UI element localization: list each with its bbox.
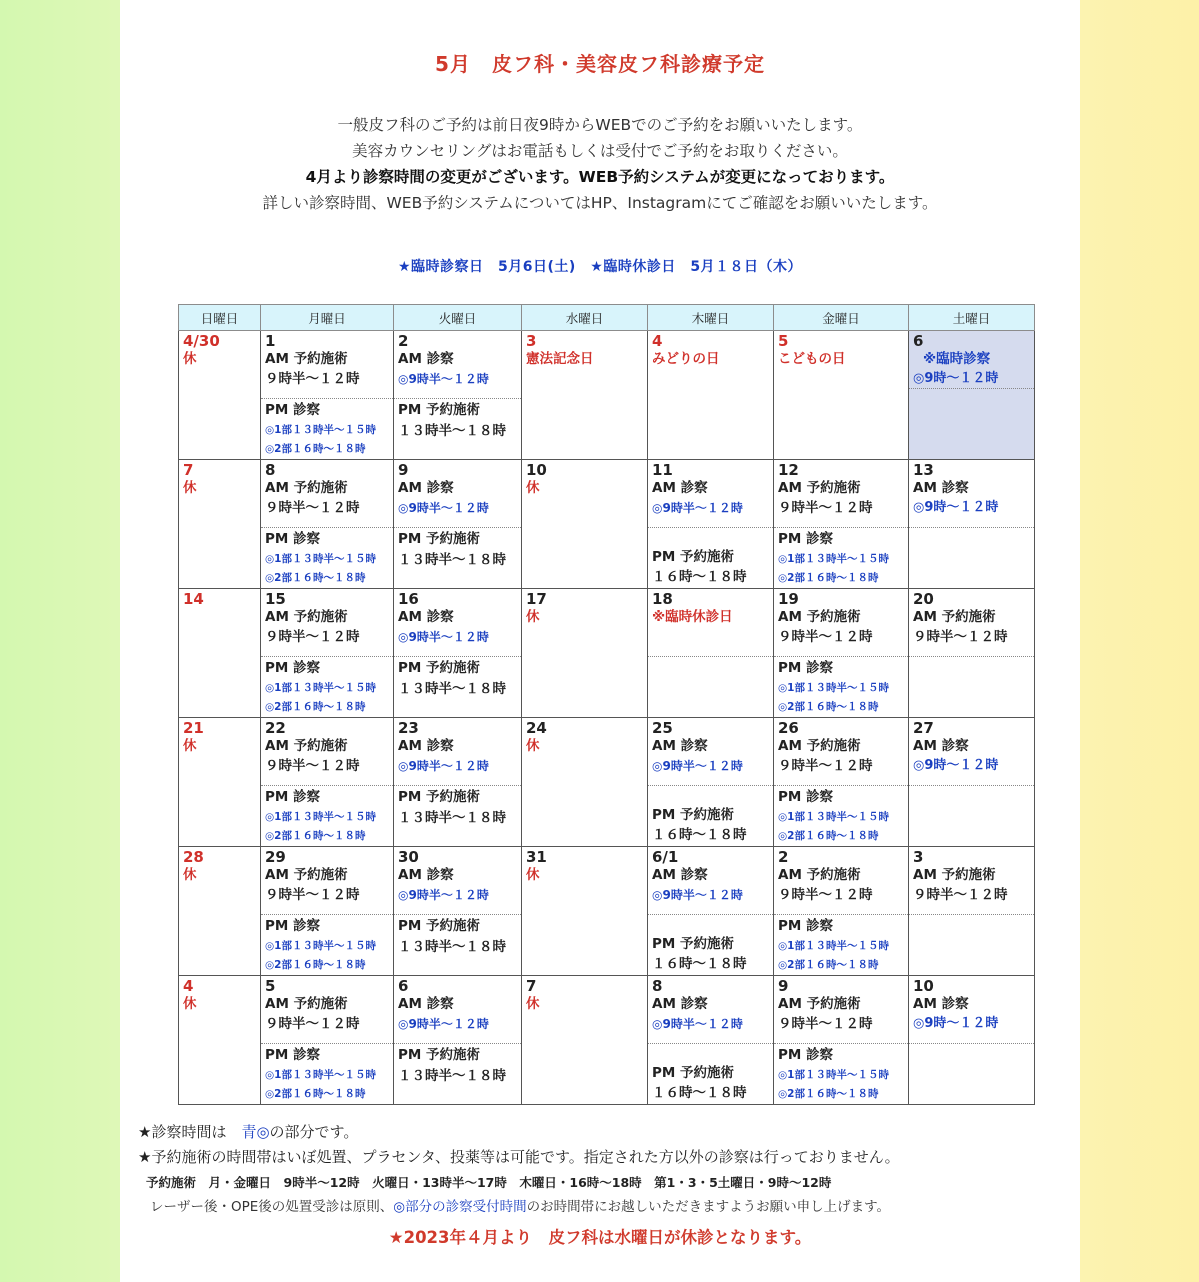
- pm-treat-time: １３時半～１８時: [398, 423, 506, 439]
- date: 8: [265, 461, 276, 479]
- day-cell-sat: [909, 976, 1035, 1105]
- am-block: [394, 976, 521, 1044]
- weekday-wed: 水曜日: [522, 305, 648, 331]
- holiday-label: 休: [183, 996, 197, 1012]
- am-treat-time: ９時半～１２時: [913, 629, 1008, 645]
- pm-block: [394, 1044, 521, 1086]
- pm-part1-time: ◎1部１３時半～１５時: [778, 811, 889, 823]
- am-block: [909, 589, 1034, 657]
- pm-block: [261, 786, 393, 846]
- date: 4: [652, 332, 663, 350]
- date: 13: [913, 461, 934, 479]
- am-block: [648, 589, 773, 657]
- date: 21: [183, 719, 204, 737]
- am-block: [394, 589, 521, 657]
- am-consult-time: ◎9時半～１２時: [398, 759, 489, 773]
- weekday-sun: 日曜日: [179, 305, 261, 331]
- am-consult-label: AM 診察: [398, 738, 454, 754]
- pm-part2-time: ◎2部１６時～１８時: [778, 701, 879, 713]
- am-consult-time: ◎9時半～１２時: [398, 1017, 489, 1031]
- date: 12: [778, 461, 799, 479]
- am-block: [394, 460, 521, 528]
- am-consult-label: AM 診察: [398, 609, 454, 625]
- pm-block: [394, 786, 521, 828]
- holiday-label: 休: [526, 738, 540, 754]
- am-treat-label: AM 予約施術: [778, 738, 861, 754]
- date: 9: [778, 977, 789, 995]
- am-block: [648, 718, 773, 786]
- holiday-name: みどりの日: [652, 351, 720, 367]
- am-treat-time: ９時半～１２時: [265, 887, 360, 903]
- date: 6/1: [652, 848, 679, 866]
- pm-treat-time: １６時～１８時: [652, 1085, 747, 1101]
- am-treat-time: ９時半～１２時: [913, 887, 1008, 903]
- day-cell-sat: [909, 331, 1035, 460]
- am-consult-label: AM 診察: [913, 996, 969, 1012]
- weekday-header: [179, 305, 1035, 331]
- sat-consult-time: ◎9時～１２時: [913, 1016, 999, 1031]
- date: 2: [398, 332, 409, 350]
- pm-treat-time: １３時半～１８時: [398, 681, 506, 697]
- am-treat-time: ９時半～１２時: [265, 500, 360, 516]
- footer-line-1-accent: 青◎: [241, 1123, 270, 1141]
- am-consult-label: AM 診察: [652, 996, 708, 1012]
- intro-line-3: 4月より診察時間の変更がございます。WEB予約システムが変更になっております。: [305, 168, 895, 186]
- pm-part1-time: ◎1部１３時半～１５時: [778, 553, 889, 565]
- sat-consult-time: ◎9時～１２時: [913, 758, 999, 773]
- date: 29: [265, 848, 286, 866]
- pm-part1-time: ◎1部１３時半～１５時: [265, 1069, 376, 1081]
- special-open-highlight: [909, 331, 1034, 459]
- footer-line-3: 予約施術 月・金曜日 9時半～12時 火曜日・13時半～17時 木曜日・16時～18時 第1・3・5土曜日・9時～12時: [146, 1175, 832, 1190]
- am-consult-label: AM 診察: [652, 738, 708, 754]
- am-treat-time: ９時半～１２時: [778, 1016, 873, 1032]
- date: 28: [183, 848, 204, 866]
- am-block: [394, 847, 521, 915]
- day-cell-mon: [261, 460, 394, 589]
- am-treat-time: ９時半～１２時: [778, 758, 873, 774]
- day-cell-wed: [522, 589, 648, 718]
- day-cell-mon: [261, 976, 394, 1105]
- pm-consult-label: PM 診察: [265, 660, 321, 676]
- holiday-label: 休: [526, 609, 540, 625]
- am-treat-label: AM 予約施術: [265, 738, 348, 754]
- pm-consult-label: PM 診察: [265, 918, 321, 934]
- date: 16: [398, 590, 419, 608]
- am-consult-time: ◎9時半～１２時: [652, 759, 743, 773]
- pm-part2-time: ◎2部１６時～１８時: [778, 830, 879, 842]
- day-cell-tue: [394, 331, 522, 460]
- am-block: [909, 847, 1034, 915]
- am-block: [648, 460, 773, 528]
- pm-part1-time: ◎1部１３時半～１５時: [778, 1069, 889, 1081]
- weekday-mon: 月曜日: [261, 305, 394, 331]
- date: 5: [778, 332, 789, 350]
- pm-treat-time: １６時～１８時: [652, 569, 747, 585]
- day-cell-tue: [394, 460, 522, 589]
- footer-line-1: [138, 1120, 900, 1145]
- pm-part2-time: ◎2部１６時～１８時: [265, 959, 366, 971]
- holiday-label: 休: [183, 738, 197, 754]
- pm-treat-label: PM 予約施術: [652, 807, 735, 823]
- day-cell-mon: [261, 589, 394, 718]
- am-consult-time: ◎9時半～１２時: [398, 630, 489, 644]
- am-block: [648, 847, 773, 915]
- day-cell-sun: [179, 976, 261, 1105]
- am-consult-time: ◎9時半～１２時: [398, 501, 489, 515]
- week-row-6: [179, 976, 1035, 1105]
- day-cell-sat: [909, 589, 1035, 718]
- pm-consult-label: PM 診察: [778, 789, 834, 805]
- sat-consult-time: ◎9時～１２時: [913, 371, 999, 386]
- pm-block: [394, 657, 521, 699]
- footer-line-4-a: レーザー後・OPE後の処置受診は原則、: [150, 1199, 394, 1215]
- am-block: [261, 460, 393, 528]
- am-treat-label: AM 予約施術: [778, 480, 861, 496]
- am-treat-time: ９時半～１２時: [265, 371, 360, 387]
- am-treat-time: ９時半～１２時: [778, 500, 873, 516]
- pm-treat-time: １３時半～１８時: [398, 939, 506, 955]
- day-cell-thu: [648, 589, 774, 718]
- am-consult-label: AM 診察: [398, 867, 454, 883]
- day-cell-sun: [179, 331, 261, 460]
- footer-line-1-c: の部分です。: [269, 1123, 359, 1141]
- am-consult-time: ◎9時半～１２時: [652, 1017, 743, 1031]
- page-title: 5月 皮フ科・美容皮フ科診療予定: [435, 52, 765, 76]
- am-treat-label: AM 予約施術: [265, 351, 348, 367]
- date: 22: [265, 719, 286, 737]
- week-row-1: [179, 331, 1035, 460]
- weekday-thu: 木曜日: [648, 305, 774, 331]
- am-block: [909, 718, 1034, 786]
- day-cell-sat: [909, 718, 1035, 847]
- special-consult-label: ※臨時診察: [923, 351, 991, 367]
- am-consult-label: AM 診察: [398, 351, 454, 367]
- am-consult-time: ◎9時半～１２時: [398, 888, 489, 902]
- pm-part1-time: ◎1部１３時半～１５時: [265, 424, 376, 436]
- am-treat-label: AM 予約施術: [265, 867, 348, 883]
- pm-part2-time: ◎2部１６時～１８時: [265, 830, 366, 842]
- pm-block: [648, 1044, 773, 1103]
- pm-treat-label: PM 予約施術: [398, 1047, 481, 1063]
- special-days: ★臨時診察日 5月6日(土) ★臨時休診日 5月１８日（木）: [397, 259, 803, 275]
- day-cell-tue: [394, 847, 522, 976]
- day-cell-sat: [909, 460, 1035, 589]
- day-cell-wed: [522, 976, 648, 1105]
- date: 25: [652, 719, 673, 737]
- am-consult-label: AM 診察: [398, 480, 454, 496]
- day-cell-sat: [909, 847, 1035, 976]
- am-block: [261, 847, 393, 915]
- pm-treat-label: PM 予約施術: [398, 660, 481, 676]
- pm-treat-label: PM 予約施術: [652, 1065, 735, 1081]
- day-cell-mon: [261, 718, 394, 847]
- pm-block: [774, 1044, 908, 1104]
- date: 3: [526, 332, 537, 350]
- footer-line-4-accent: ◎部分の診察受付時間: [393, 1199, 527, 1215]
- am-consult-label: AM 診察: [652, 480, 708, 496]
- date: 6: [913, 332, 924, 350]
- day-cell-tue: [394, 718, 522, 847]
- date: 27: [913, 719, 934, 737]
- week-row-4: [179, 718, 1035, 847]
- am-consult-label: AM 診察: [652, 867, 708, 883]
- date: 11: [652, 461, 673, 479]
- date: 14: [183, 590, 204, 608]
- am-block: [394, 331, 521, 399]
- am-consult-time: ◎9時半～１２時: [652, 501, 743, 515]
- date: 31: [526, 848, 547, 866]
- pm-treat-label: PM 予約施術: [652, 936, 735, 952]
- date: 10: [913, 977, 934, 995]
- pm-part1-time: ◎1部１３時半～１５時: [265, 940, 376, 952]
- day-cell-fri: [774, 460, 909, 589]
- am-block: [774, 718, 908, 786]
- pm-part2-time: ◎2部１６時～１８時: [265, 701, 366, 713]
- am-block: [394, 718, 521, 786]
- date: 7: [526, 977, 537, 995]
- pm-block: [261, 528, 393, 588]
- date: 4: [183, 977, 194, 995]
- holiday-label: 休: [183, 867, 197, 883]
- date: 20: [913, 590, 934, 608]
- pm-treat-time: １３時半～１８時: [398, 810, 506, 826]
- day-cell-thu: [648, 331, 774, 460]
- pm-part1-time: ◎1部１３時半～１５時: [265, 553, 376, 565]
- am-block: [261, 589, 393, 657]
- am-treat-time: ９時半～１２時: [265, 629, 360, 645]
- day-cell-thu: [648, 847, 774, 976]
- pm-treat-time: １６時～１８時: [652, 956, 747, 972]
- am-consult-label: AM 診察: [398, 996, 454, 1012]
- pm-consult-label: PM 診察: [265, 1047, 321, 1063]
- am-block: [774, 976, 908, 1044]
- intro-line-1: 一般皮フ科のご予約は前日夜9時からWEBでのご予約をお願いいたします。: [337, 116, 863, 134]
- footer-line-4-c: のお時間帯にお越しいただきますようお願い申し上げます。: [526, 1199, 890, 1215]
- am-treat-time: ９時半～１２時: [778, 887, 873, 903]
- day-cell-mon: [261, 331, 394, 460]
- date: 8: [652, 977, 663, 995]
- date: 3: [913, 848, 924, 866]
- pm-consult-label: PM 診察: [778, 918, 834, 934]
- pm-block: [394, 399, 521, 441]
- pm-part2-time: ◎2部１６時～１８時: [778, 959, 879, 971]
- weekday-sat: 土曜日: [909, 305, 1035, 331]
- pm-part1-time: ◎1部１３時半～１５時: [265, 682, 376, 694]
- day-cell-thu: [648, 718, 774, 847]
- am-consult-label: AM 診察: [913, 480, 969, 496]
- day-cell-sun: [179, 589, 261, 718]
- day-cell-mon: [261, 847, 394, 976]
- pm-treat-time: １３時半～１８時: [398, 552, 506, 568]
- day-cell-fri: [774, 718, 909, 847]
- day-cell-fri: [774, 331, 909, 460]
- intro-line-2: 美容カウンセリングはお電話もしくは受付でご予約をお取りください。: [352, 142, 848, 160]
- day-cell-wed: [522, 718, 648, 847]
- am-treat-time: ９時半～１２時: [778, 629, 873, 645]
- intro-line-4: 詳しい診察時間、WEB予約システムについてはHP、Instagramにてご確認をお願いいたします。: [262, 194, 938, 212]
- footer-line-1-a: ★診察時間は: [138, 1123, 242, 1141]
- date: 6: [398, 977, 409, 995]
- am-consult-label: AM 診察: [913, 738, 969, 754]
- footer-notes: [138, 1120, 900, 1220]
- special-closed-label: ※臨時休診日: [652, 609, 733, 625]
- pm-treat-label: PM 予約施術: [398, 531, 481, 547]
- date: 19: [778, 590, 799, 608]
- pm-block: [261, 1044, 393, 1104]
- am-treat-label: AM 予約施術: [265, 609, 348, 625]
- pm-block: [261, 915, 393, 975]
- holiday-name: 憲法記念日: [526, 351, 594, 367]
- schedule-page: [120, 0, 1080, 1282]
- date: 18: [652, 590, 673, 608]
- day-cell-fri: [774, 589, 909, 718]
- am-block: [774, 847, 908, 915]
- pm-part1-time: ◎1部１３時半～１５時: [778, 940, 889, 952]
- am-treat-label: AM 予約施術: [913, 609, 996, 625]
- date: 30: [398, 848, 419, 866]
- pm-treat-label: PM 予約施術: [398, 789, 481, 805]
- day-cell-fri: [774, 976, 909, 1105]
- am-treat-label: AM 予約施術: [778, 867, 861, 883]
- holiday-label: 休: [183, 480, 197, 496]
- am-consult-time: ◎9時半～１２時: [652, 888, 743, 902]
- footer-line-4: [138, 1195, 900, 1220]
- am-treat-label: AM 予約施術: [778, 996, 861, 1012]
- day-cell-thu: [648, 976, 774, 1105]
- pm-block: [774, 786, 908, 846]
- am-treat-label: AM 予約施術: [265, 480, 348, 496]
- day-cell-wed: [522, 460, 648, 589]
- date: 7: [183, 461, 194, 479]
- pm-block: [774, 528, 908, 588]
- holiday-label: 休: [526, 996, 540, 1012]
- day-cell-fri: [774, 847, 909, 976]
- pm-block: [648, 915, 773, 974]
- pm-part2-time: ◎2部１６時～１８時: [265, 572, 366, 584]
- am-block: [909, 976, 1034, 1044]
- am-block: [909, 460, 1034, 528]
- pm-part1-time: ◎1部１３時半～１５時: [265, 811, 376, 823]
- date: 15: [265, 590, 286, 608]
- pm-consult-label: PM 診察: [265, 531, 321, 547]
- week-row-5: [179, 847, 1035, 976]
- date: 23: [398, 719, 419, 737]
- holiday-label: 休: [526, 867, 540, 883]
- date: 17: [526, 590, 547, 608]
- pm-treat-label: PM 予約施術: [398, 918, 481, 934]
- pm-part1-time: ◎1部１３時半～１５時: [778, 682, 889, 694]
- weekday-fri: 金曜日: [774, 305, 909, 331]
- holiday-label: 休: [183, 351, 197, 367]
- weekday-tue: 火曜日: [394, 305, 522, 331]
- footer-line-2: ★予約施術の時間帯はいぼ処置、プラセンタ、投薬等は可能です。指定された方以外の診察は行っておりません。: [138, 1148, 900, 1166]
- day-cell-sun: [179, 847, 261, 976]
- day-cell-wed: [522, 847, 648, 976]
- am-block: [648, 976, 773, 1044]
- holiday-label: 休: [526, 480, 540, 496]
- am-treat-time: ９時半～１２時: [265, 1016, 360, 1032]
- intro-text: [120, 112, 1080, 216]
- sat-consult-time: ◎9時～１２時: [913, 500, 999, 515]
- pm-treat-time: １３時半～１８時: [398, 1068, 506, 1084]
- date: 2: [778, 848, 789, 866]
- pm-consult-label: PM 診察: [265, 402, 321, 418]
- pm-consult-label: PM 診察: [778, 1047, 834, 1063]
- date: 9: [398, 461, 409, 479]
- date: 5: [265, 977, 276, 995]
- pm-treat-label: PM 予約施術: [652, 549, 735, 565]
- am-block: [774, 589, 908, 657]
- week-row-2: [179, 460, 1035, 589]
- pm-block: [261, 399, 393, 459]
- date: 4/30: [183, 332, 220, 350]
- date: 10: [526, 461, 547, 479]
- pm-block: [648, 528, 773, 587]
- pm-part2-time: ◎2部１６時～１８時: [265, 443, 366, 455]
- day-cell-thu: [648, 460, 774, 589]
- am-block: [261, 718, 393, 786]
- pm-block: [774, 657, 908, 717]
- pm-part2-time: ◎2部１６時～１８時: [778, 572, 879, 584]
- day-cell-sun: [179, 718, 261, 847]
- pm-block: [394, 528, 521, 570]
- am-block: [261, 976, 393, 1044]
- pm-block: [261, 657, 393, 717]
- date: 1: [265, 332, 276, 350]
- pm-treat-label: PM 予約施術: [398, 402, 481, 418]
- pm-block: [774, 915, 908, 975]
- am-treat-label: AM 予約施術: [778, 609, 861, 625]
- day-cell-tue: [394, 976, 522, 1105]
- date: 26: [778, 719, 799, 737]
- am-treat-label: AM 予約施術: [913, 867, 996, 883]
- am-consult-time: ◎9時半～１２時: [398, 372, 489, 386]
- pm-part2-time: ◎2部１６時～１８時: [778, 1088, 879, 1100]
- date: 24: [526, 719, 547, 737]
- pm-block: [648, 786, 773, 845]
- calendar-table: [178, 304, 1035, 1105]
- week-row-3: [179, 589, 1035, 718]
- am-block: [774, 460, 908, 528]
- day-cell-tue: [394, 589, 522, 718]
- pm-part2-time: ◎2部１６時～１８時: [265, 1088, 366, 1100]
- pm-treat-time: １６時～１８時: [652, 827, 747, 843]
- day-cell-sun: [179, 460, 261, 589]
- final-notice: ★2023年４月より 皮フ科は水曜日が休診となります。: [388, 1228, 812, 1247]
- pm-consult-label: PM 診察: [265, 789, 321, 805]
- pm-consult-label: PM 診察: [778, 531, 834, 547]
- pm-consult-label: PM 診察: [778, 660, 834, 676]
- holiday-name: こどもの日: [778, 351, 846, 367]
- am-treat-time: ９時半～１２時: [265, 758, 360, 774]
- am-treat-label: AM 予約施術: [265, 996, 348, 1012]
- day-cell-wed: [522, 331, 648, 460]
- am-block: [261, 331, 393, 399]
- pm-block: [394, 915, 521, 957]
